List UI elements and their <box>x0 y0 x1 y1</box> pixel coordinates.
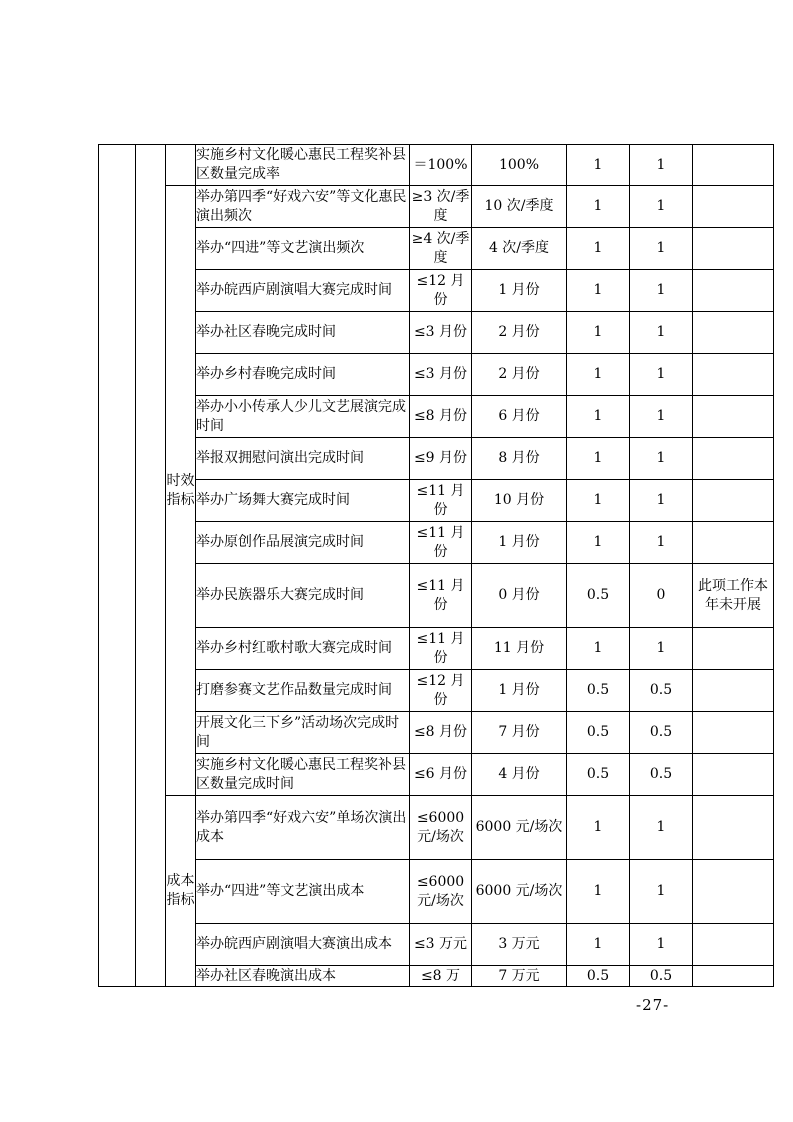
score-value: 1 <box>630 186 693 228</box>
table-row <box>99 186 774 228</box>
target-value: ＝100% <box>410 145 472 186</box>
score-value: 1 <box>630 438 693 480</box>
actual-value: 3 万元 <box>472 924 567 966</box>
target-value: ≤8 万 <box>410 966 472 987</box>
indicator-name: 举办第四季“好戏六安”单场次演出成本 <box>196 796 410 860</box>
category-cost: 成本指标 <box>166 796 196 987</box>
target-value: ≤8 月份 <box>410 396 472 438</box>
score-value: 0.5 <box>630 754 693 796</box>
category-timeliness: 时效指标 <box>166 186 196 796</box>
indicator-name: 举办原创作品展演完成时间 <box>196 522 410 564</box>
remark <box>693 186 774 228</box>
target-value: ≤6000 元/场次 <box>410 796 472 860</box>
remark <box>693 522 774 564</box>
score-value: 1 <box>630 145 693 186</box>
weight-value: 1 <box>567 145 630 186</box>
actual-value: 100% <box>472 145 567 186</box>
indicator-name: 举办皖西庐剧演唱大赛演出成本 <box>196 924 410 966</box>
level2-cell <box>136 145 166 987</box>
table-row <box>99 145 774 186</box>
actual-value: 2 月份 <box>472 312 567 354</box>
indicator-name: 举办乡村红歌村歌大赛完成时间 <box>196 628 410 670</box>
remark <box>693 438 774 480</box>
score-value: 1 <box>630 228 693 270</box>
target-value: ≤12 月份 <box>410 670 472 712</box>
remark <box>693 860 774 924</box>
target-value: ≤11 月份 <box>410 480 472 522</box>
table-row <box>99 796 774 860</box>
table-row <box>99 754 774 796</box>
actual-value: 4 次/季度 <box>472 228 567 270</box>
remark: 此项工作本年未开展 <box>693 564 774 628</box>
weight-value: 0.5 <box>567 754 630 796</box>
weight-value: 0.5 <box>567 712 630 754</box>
remark <box>693 228 774 270</box>
score-value: 1 <box>630 354 693 396</box>
weight-value: 1 <box>567 186 630 228</box>
page-number: -27- <box>636 996 670 1014</box>
indicator-name: 举办皖西庐剧演唱大赛完成时间 <box>196 270 410 312</box>
remark <box>693 628 774 670</box>
score-value: 1 <box>630 480 693 522</box>
remark <box>693 270 774 312</box>
actual-value: 7 月份 <box>472 712 567 754</box>
score-value: 1 <box>630 522 693 564</box>
weight-value: 1 <box>567 438 630 480</box>
target-value: ≤11 月份 <box>410 628 472 670</box>
indicator-name: 举办第四季“好戏六安”等文化惠民演出频次 <box>196 186 410 228</box>
remark <box>693 354 774 396</box>
table-row <box>99 966 774 987</box>
target-value: ≤6 月份 <box>410 754 472 796</box>
table-row <box>99 860 774 924</box>
target-value: ≤3 月份 <box>410 354 472 396</box>
target-value: ≥4 次/季度 <box>410 228 472 270</box>
indicator-name: 举办乡村春晚完成时间 <box>196 354 410 396</box>
weight-value: 0.5 <box>567 670 630 712</box>
indicator-name: 打磨参赛文艺作品数量完成时间 <box>196 670 410 712</box>
indicator-name: 举报双拥慰问演出完成时间 <box>196 438 410 480</box>
indicator-name: 举办小小传承人少儿文艺展演完成时间 <box>196 396 410 438</box>
actual-value: 8 月份 <box>472 438 567 480</box>
target-value: ≤3 万元 <box>410 924 472 966</box>
weight-value: 0.5 <box>567 564 630 628</box>
indicator-name: 开展文化三下乡”活动场次完成时间 <box>196 712 410 754</box>
score-value: 1 <box>630 396 693 438</box>
score-value: 1 <box>630 924 693 966</box>
score-value: 1 <box>630 270 693 312</box>
actual-value: 1 月份 <box>472 670 567 712</box>
table-row <box>99 354 774 396</box>
actual-value: 1 月份 <box>472 270 567 312</box>
indicator-name: 实施乡村文化暖心惠民工程奖补县区数量完成时间 <box>196 754 410 796</box>
weight-value: 1 <box>567 924 630 966</box>
actual-value: 6000 元/场次 <box>472 860 567 924</box>
table-row <box>99 480 774 522</box>
weight-value: 1 <box>567 312 630 354</box>
weight-value: 1 <box>567 270 630 312</box>
score-value: 0.5 <box>630 966 693 987</box>
weight-value: 1 <box>567 480 630 522</box>
actual-value: 10 月份 <box>472 480 567 522</box>
remark <box>693 796 774 860</box>
score-value: 0 <box>630 564 693 628</box>
table-row <box>99 228 774 270</box>
remark <box>693 754 774 796</box>
indicator-name: 举办社区春晚完成时间 <box>196 312 410 354</box>
remark <box>693 312 774 354</box>
weight-value: 1 <box>567 860 630 924</box>
indicator-name: 实施乡村文化暖心惠民工程奖补县区数量完成率 <box>196 145 410 186</box>
actual-value: 6000 元/场次 <box>472 796 567 860</box>
score-value: 1 <box>630 860 693 924</box>
target-value: ≤11 月份 <box>410 522 472 564</box>
score-value: 0.5 <box>630 712 693 754</box>
table-row <box>99 312 774 354</box>
indicator-name: 举办“四进”等文艺演出成本 <box>196 860 410 924</box>
weight-value: 1 <box>567 522 630 564</box>
indicator-name: 举办“四进”等文艺演出频次 <box>196 228 410 270</box>
weight-value: 1 <box>567 396 630 438</box>
target-value: ≤6000 元/场次 <box>410 860 472 924</box>
target-value: ≤11 月份 <box>410 564 472 628</box>
weight-value: 1 <box>567 628 630 670</box>
target-value: ≥3 次/季度 <box>410 186 472 228</box>
table-row <box>99 522 774 564</box>
actual-value: 1 月份 <box>472 522 567 564</box>
remark <box>693 712 774 754</box>
actual-value: 10 次/季度 <box>472 186 567 228</box>
weight-value: 1 <box>567 228 630 270</box>
remark <box>693 480 774 522</box>
score-value: 1 <box>630 796 693 860</box>
actual-value: 2 月份 <box>472 354 567 396</box>
weight-value: 0.5 <box>567 966 630 987</box>
target-value: ≤9 月份 <box>410 438 472 480</box>
table-row <box>99 564 774 628</box>
table-row <box>99 438 774 480</box>
target-value: ≤8 月份 <box>410 712 472 754</box>
actual-value: 4 月份 <box>472 754 567 796</box>
actual-value: 0 月份 <box>472 564 567 628</box>
remark <box>693 966 774 987</box>
level3-cell <box>166 145 196 186</box>
table-row <box>99 628 774 670</box>
target-value: ≤3 月份 <box>410 312 472 354</box>
table-row <box>99 396 774 438</box>
weight-value: 1 <box>567 354 630 396</box>
performance-indicator-table <box>98 144 774 987</box>
indicator-name: 举办社区春晚演出成本 <box>196 966 410 987</box>
indicator-name: 举办广场舞大赛完成时间 <box>196 480 410 522</box>
score-value: 1 <box>630 312 693 354</box>
weight-value: 1 <box>567 796 630 860</box>
table-row <box>99 924 774 966</box>
table-row <box>99 670 774 712</box>
remark <box>693 670 774 712</box>
remark <box>693 924 774 966</box>
remark <box>693 145 774 186</box>
score-value: 1 <box>630 628 693 670</box>
actual-value: 6 月份 <box>472 396 567 438</box>
table-row <box>99 712 774 754</box>
remark <box>693 396 774 438</box>
target-value: ≤12 月份 <box>410 270 472 312</box>
actual-value: 7 万元 <box>472 966 567 987</box>
level1-cell <box>99 145 136 987</box>
indicator-name: 举办民族器乐大赛完成时间 <box>196 564 410 628</box>
score-value: 0.5 <box>630 670 693 712</box>
actual-value: 11 月份 <box>472 628 567 670</box>
table-row <box>99 270 774 312</box>
